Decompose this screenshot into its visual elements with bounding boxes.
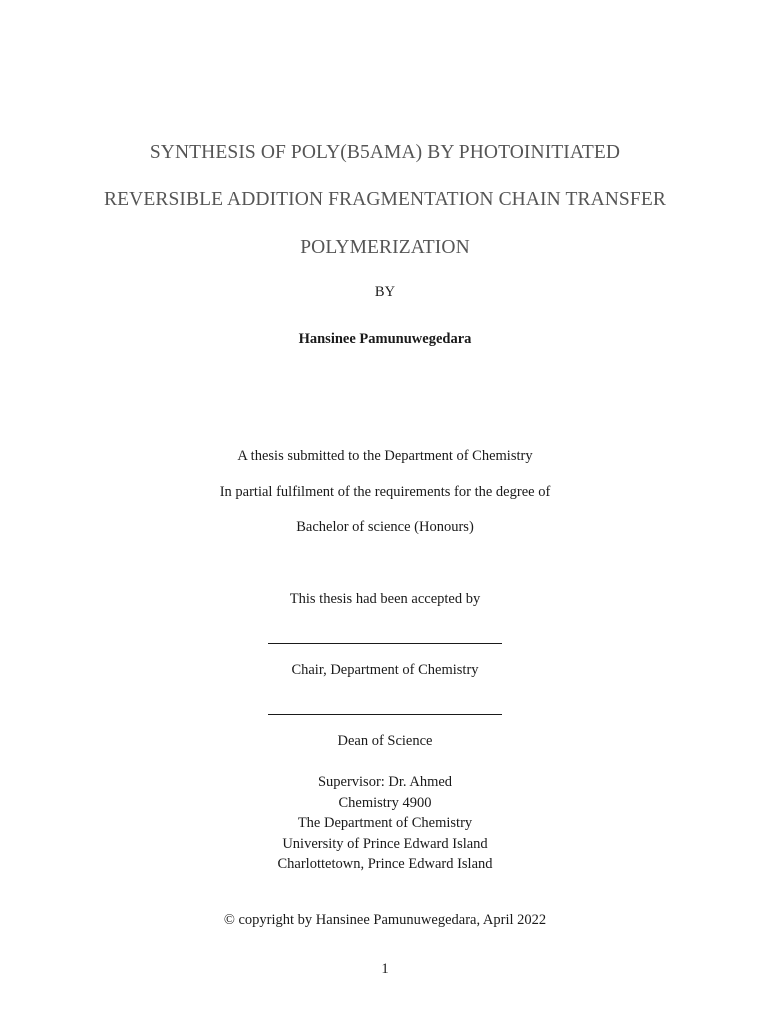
chair-signatory: Chair, Department of Chemistry (291, 662, 479, 678)
location-line: Charlottetown, Prince Edward Island (277, 856, 493, 872)
thesis-title-line-1: SYNTHESIS OF POLY(B5AMA) BY PHOTOINITIATED (149, 142, 621, 163)
submission-line-1: A thesis submitted to the Department of Chemistry (237, 448, 533, 464)
university-line: University of Prince Edward Island (282, 836, 488, 852)
submission-line-3: Bachelor of science (Honours) (296, 519, 474, 535)
by-label: BY (374, 284, 396, 300)
signature-line-chair (268, 643, 502, 644)
thesis-title-line-3: POLYMERIZATION (300, 237, 470, 258)
department-line: The Department of Chemistry (297, 815, 473, 831)
copyright-notice: © copyright by Hansinee Pamunuwegedara, April 2022 (223, 912, 547, 928)
course-line: Chemistry 4900 (338, 795, 432, 811)
signature-line-dean (268, 714, 502, 715)
dean-signatory: Dean of Science (337, 733, 433, 749)
page-number: 1 (381, 961, 389, 977)
accepted-by-text: This thesis had been accepted by (289, 591, 481, 607)
submission-line-2: In partial fulfilment of the requirements for the degree of (219, 484, 551, 500)
author-name: Hansinee Pamunuwegedara (298, 331, 472, 347)
thesis-title-line-2: REVERSIBLE ADDITION FRAGMENTATION CHAIN TRANSFER (104, 189, 666, 210)
supervisor-line: Supervisor: Dr. Ahmed (317, 774, 453, 790)
